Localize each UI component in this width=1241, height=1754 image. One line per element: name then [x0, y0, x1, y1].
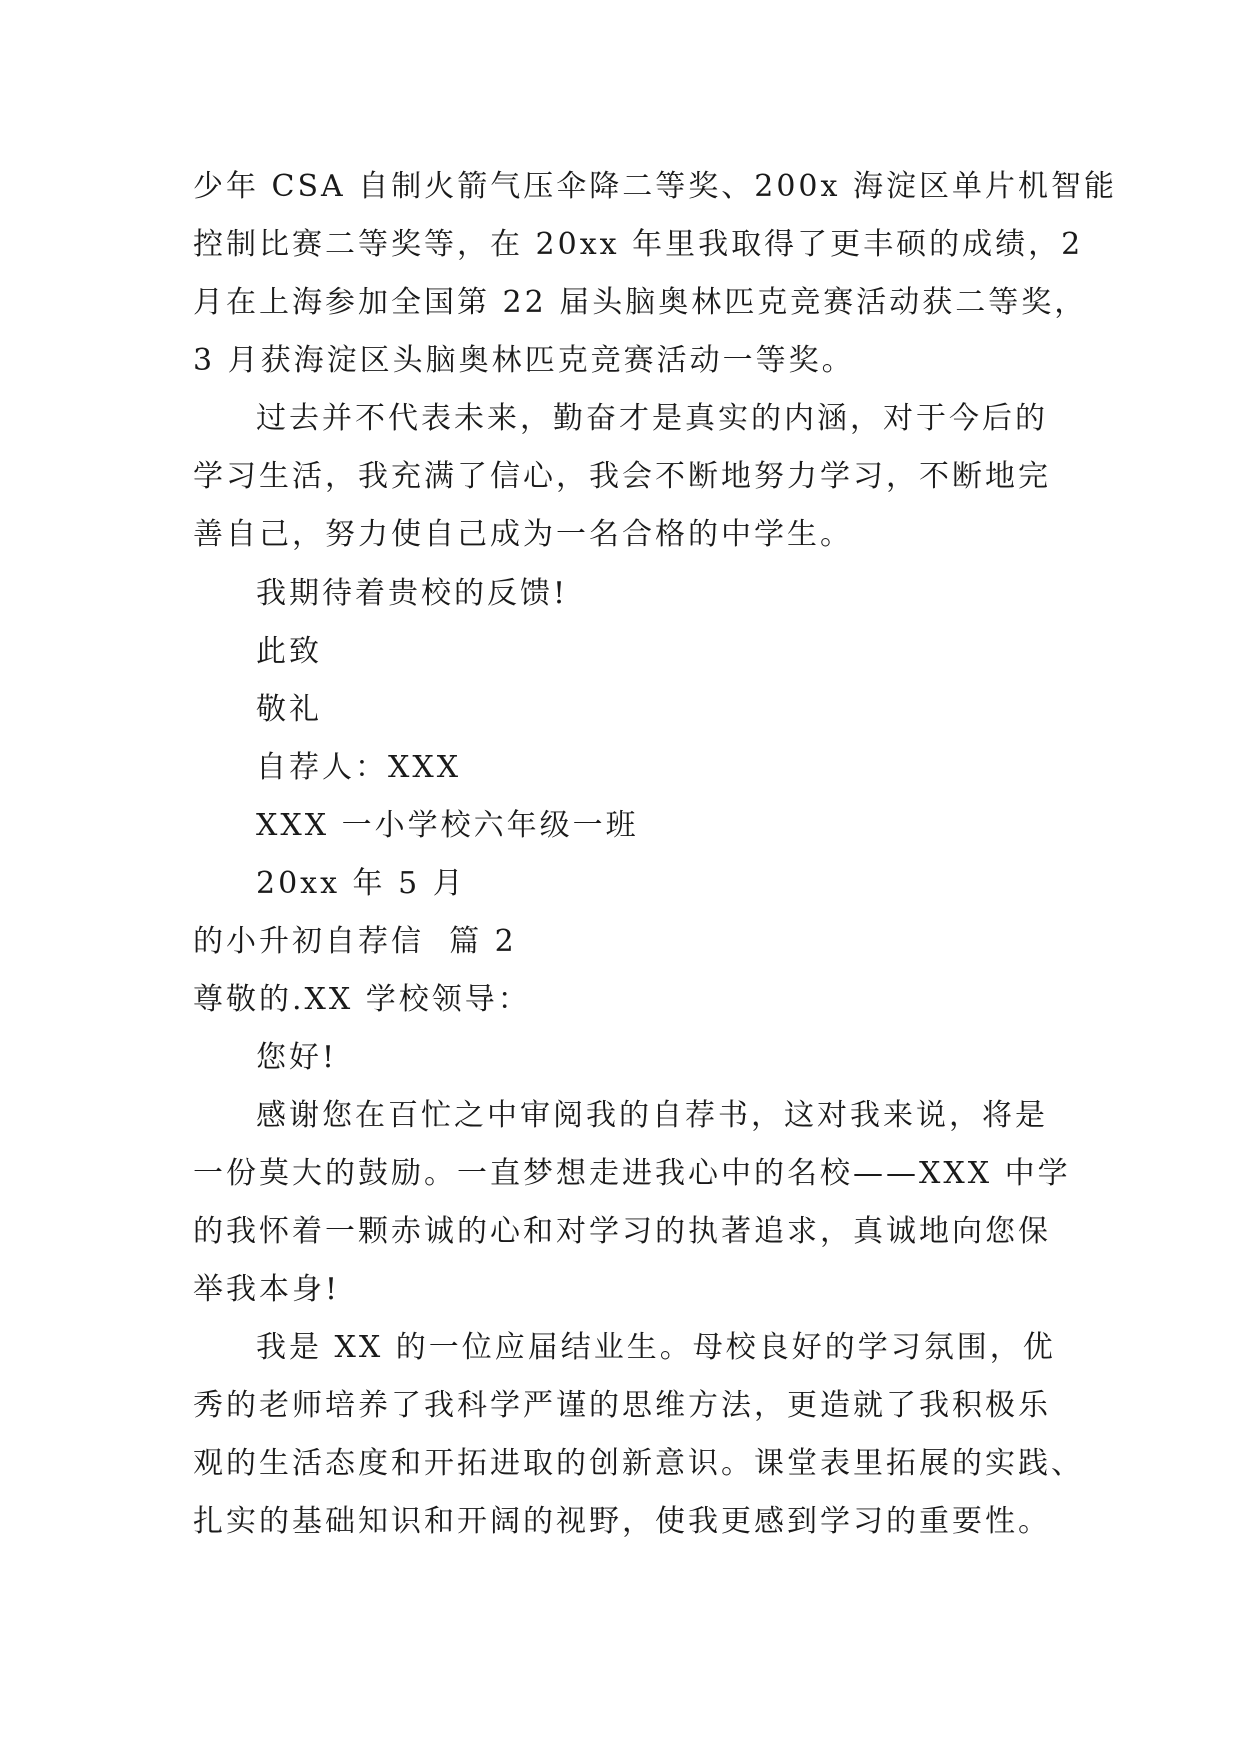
text-line: 观的生活态度和开拓进取的创新意识。课堂表里拓展的实践、 [193, 1446, 1084, 1481]
text-line: 控制比赛二等奖等，在 20xx 年里我取得了更丰硕的成绩，2 [193, 227, 1084, 262]
text-line: 您好! [256, 1040, 338, 1075]
text-line: 一份莫大的鼓励。一直梦想走进我心中的名校——XXX 中学 [193, 1156, 1071, 1191]
text-line: 秀的老师培养了我科学严谨的思维方法，更造就了我积极乐 [193, 1388, 1051, 1423]
section-heading: 的小升初自荐信 篇 2 [193, 924, 517, 959]
salutation: 尊敬的.XX 学校领导： [193, 982, 531, 1017]
text-line: 善自己，努力使自己成为一名合格的中学生。 [193, 517, 853, 552]
text-line: 20xx 年 5 月 [256, 866, 466, 901]
text-line: 扎实的基础知识和开阔的视野，使我更感到学习的重要性。 [193, 1504, 1051, 1539]
text-line: XXX 一小学校六年级一班 [256, 808, 639, 843]
text-line: 过去并不代表未来，勤奋才是真实的内涵，对于今后的 [256, 401, 1048, 436]
text-line: 的我怀着一颗赤诚的心和对学习的执著追求，真诚地向您保 [193, 1214, 1051, 1249]
text-line: 我是 XX 的一位应届结业生。母校良好的学习氛围，优 [256, 1330, 1056, 1365]
text-line: 3 月获海淀区头脑奥林匹克竞赛活动一等奖。 [193, 343, 855, 378]
text-line: 我期待着贵校的反馈! [256, 576, 569, 611]
text-line: 自荐人：XXX [256, 750, 462, 785]
text-line: 月在上海参加全国第 22 届头脑奥林匹克竞赛活动获二等奖， [193, 285, 1088, 320]
text-line: 学习生活，我充满了信心，我会不断地努力学习，不断地完 [193, 459, 1051, 494]
text-line: 少年 CSA 自制火箭气压伞降二等奖、200x 海淀区单片机智能 [193, 169, 1117, 204]
text-line: 此致 [256, 634, 322, 669]
text-line: 举我本身! [193, 1272, 341, 1307]
text-line: 敬礼 [256, 692, 322, 727]
text-line: 感谢您在百忙之中审阅我的自荐书，这对我来说，将是 [256, 1098, 1048, 1133]
